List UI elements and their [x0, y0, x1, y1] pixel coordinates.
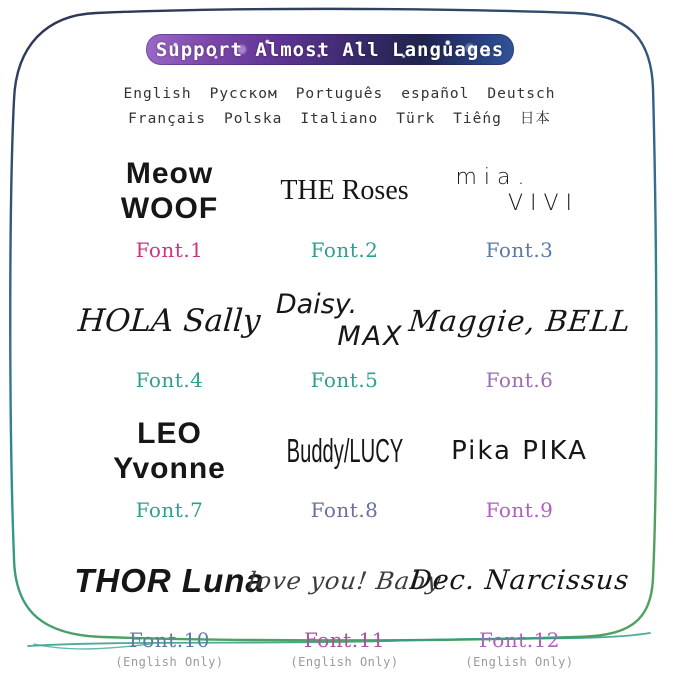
- banner-title: Support Almost All Languages: [155, 38, 505, 61]
- font-label: Font.3: [485, 238, 554, 262]
- font-label: Font.11: [303, 628, 386, 652]
- font-label: Font.10: [128, 628, 211, 652]
- font-label: Font.8: [310, 498, 379, 522]
- font-sample-cell: [432, 148, 607, 278]
- language-item: Português: [295, 86, 384, 102]
- font-label: Font.7: [135, 498, 204, 522]
- font-sample-cell: [432, 408, 607, 538]
- font-sample-line: LEO: [137, 416, 202, 450]
- language-line-1: [0, 80, 679, 105]
- font-sample-line: THOR Luna: [74, 561, 265, 599]
- language-item: 日本: [519, 111, 551, 127]
- font-sample-cell: [74, 538, 265, 678]
- font-sample-text: [113, 408, 226, 494]
- font-sample-text: [280, 148, 408, 234]
- font-sample-cell: [406, 278, 633, 408]
- font-sample-cell: [257, 408, 432, 538]
- font-sample-line: VIVI: [507, 191, 580, 216]
- font-label: Font.5: [310, 368, 379, 392]
- font-sample-line: Daisy.: [275, 289, 358, 321]
- font-grid: [74, 148, 633, 669]
- font-sample-line: Yvonne: [113, 452, 226, 485]
- language-item: Русском: [209, 86, 278, 102]
- language-item: English: [123, 86, 192, 102]
- font-label: Font.6: [485, 368, 554, 392]
- language-item: Italiano: [300, 111, 379, 127]
- language-item: Deutsch: [487, 86, 556, 102]
- font-sample-text: [121, 148, 218, 234]
- font-sample-text: [275, 278, 404, 364]
- font-sample-line: Meow: [125, 156, 214, 190]
- font-sample-text: [451, 408, 588, 494]
- font-label: Font.2: [310, 238, 379, 262]
- font-sample-text: [406, 278, 633, 364]
- font-sample-cell: [77, 278, 262, 408]
- language-item: Türk: [396, 111, 436, 127]
- font-sample-line: Maggie, BELL: [406, 303, 633, 338]
- font-sample-cell: [408, 538, 631, 678]
- font-sample-line: HOLA Sally: [77, 302, 262, 339]
- language-item: Français: [128, 111, 207, 127]
- font-sample-line: THE Roses: [280, 175, 409, 207]
- font-sample-text: [264, 408, 426, 494]
- font-sample-cell: [257, 278, 432, 408]
- font-label: Font.4: [135, 368, 204, 392]
- font-sample-line: MAX: [337, 321, 404, 352]
- font-sample-text: [455, 148, 580, 234]
- language-item: Tiếng: [453, 111, 502, 127]
- font-sample-line: WOOF: [120, 192, 219, 225]
- font-label: Font.12: [478, 628, 561, 652]
- english-only-note: (English Only): [290, 655, 399, 669]
- font-sample-line: Dec. Narcissus: [408, 565, 631, 597]
- font-sample-line: mia.: [455, 165, 532, 191]
- font-sample-text: [78, 278, 260, 364]
- language-item: Polska: [224, 111, 283, 127]
- language-item: español: [401, 86, 470, 102]
- font-sample-cell: [257, 148, 432, 278]
- font-label: Font.9: [485, 498, 554, 522]
- font-sample-text: [74, 538, 264, 624]
- font-sample-line: love you! Baby: [245, 566, 444, 595]
- font-sample-line: Buddy/LUCY: [286, 432, 403, 470]
- font-label: Font.1: [135, 238, 204, 262]
- english-only-note: (English Only): [115, 655, 224, 669]
- font-sample-cell: [82, 408, 257, 538]
- galaxy-title-banner: [146, 34, 514, 65]
- font-sample-text: [410, 538, 629, 624]
- font-sample-cell: [82, 148, 257, 278]
- language-line-2: [0, 105, 679, 130]
- language-list: [0, 80, 679, 130]
- english-only-note: (English Only): [465, 655, 574, 669]
- font-sample-cell: [245, 538, 444, 678]
- font-sample-line: Pika PIKA: [451, 435, 588, 466]
